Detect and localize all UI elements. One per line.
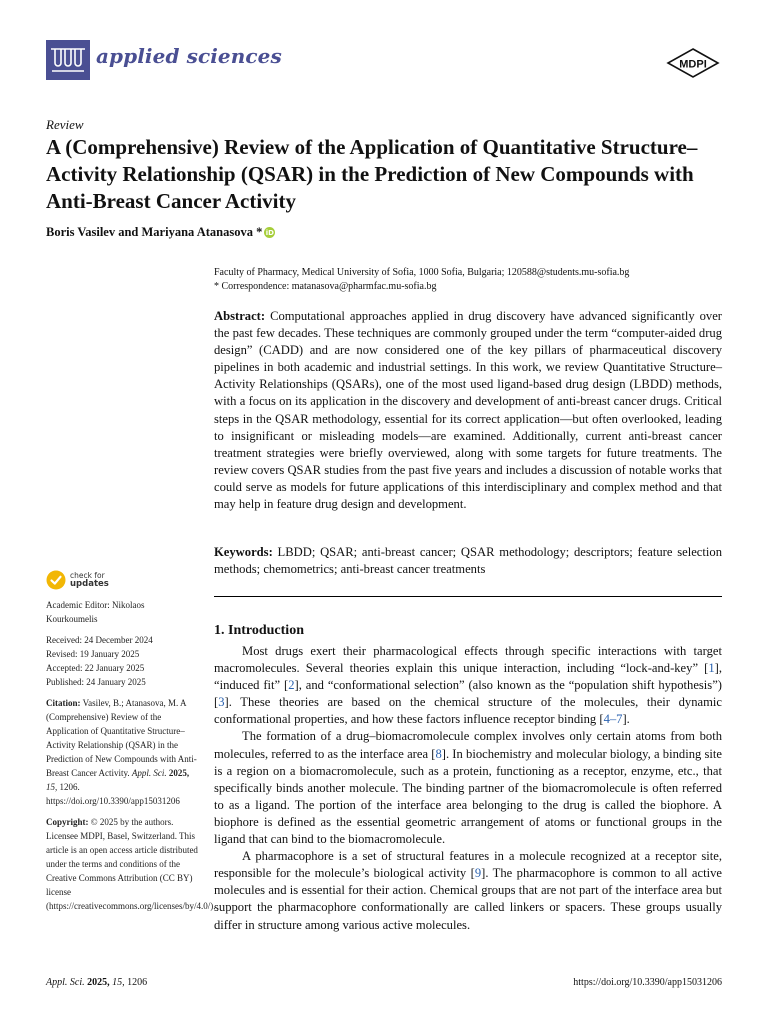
check-for-updates-button[interactable]: [46, 568, 146, 592]
academic-editor: Academic Editor: Nikolaos Kourkoumelis: [46, 600, 145, 624]
copyright-block: [46, 815, 216, 913]
abstract-label: Abstract:: [214, 309, 266, 323]
p1-text-e: ].: [622, 712, 630, 727]
paragraph-2: [214, 728, 722, 848]
citation-journal: Appl. Sci.: [131, 768, 167, 778]
article-type: Review: [46, 117, 84, 132]
journal-logo-icon: [46, 40, 90, 80]
affiliation-block: [214, 266, 734, 294]
citation-year: 2025,: [168, 768, 190, 778]
dates-block: [46, 633, 198, 689]
footer-volume: 15,: [112, 977, 125, 988]
footer-year: 2025,: [87, 977, 110, 988]
mdpi-logo-text: MDPI: [679, 58, 707, 71]
citation-volume: 15,: [46, 782, 58, 792]
copyright-label: Copyright:: [46, 817, 89, 827]
p2-text-b: ]. In biochemistry and molecular biology, a binding site is a region on a biomacromolecule, such as a protein, functioning as a receptor, enzyme, etc., that specifically binds another molecule. The binding partner of the biomacromolecule is often referred to as a ligand. The portion of the interface area belonging to the drug is called the biophore. A biophore is defined as the essential geometric arrangement of atoms or functional groups in the ligand that can bind to the biomacromolecule.: [214, 746, 722, 847]
reference-link[interactable]: 2: [288, 678, 295, 693]
orcid-icon[interactable]: iD: [265, 228, 274, 237]
reference-link[interactable]: 3: [218, 695, 225, 710]
reference-link[interactable]: 9: [474, 866, 482, 881]
keywords: [214, 544, 722, 578]
paragraph-3: [214, 848, 722, 933]
paragraph-1: [214, 643, 722, 728]
article-info-sidebar: [46, 598, 216, 920]
section-body: [214, 643, 722, 934]
keywords-text: LBDD; QSAR; anti-breast cancer; QSAR methodology; descriptors; feature selection methods; chemometrics; anti-breast cancer treatments: [214, 545, 722, 577]
citation-label: Citation:: [46, 698, 81, 708]
reference-link[interactable]: 4–7: [603, 712, 623, 727]
authors-text: Boris Vasilev and Mariyana Atanasova *: [46, 225, 263, 239]
journal-name: applied sciences: [96, 44, 282, 68]
p3-text-a: A pharmacophore is a set of structural features in a molecule recognized at a receptor site, responsible for the molecule’s biological activity [: [214, 849, 722, 881]
citation-block: [46, 696, 198, 808]
p1-text-d: ]. These theories are based on the chemical structure of the molecules, their dynamic conformational properties, and how these factors influence receptor binding [: [214, 695, 722, 727]
check-line-1: check for: [70, 571, 105, 580]
p3-text-b: ]. The pharmacophore is common to all active molecules and is essential for their action. Chemical groups that are not part of the interface area but support the pharmacophore conformationally are called linkers or spacers. These groups usually differ in structure among various active molecules.: [214, 866, 722, 932]
reference-link[interactable]: 1: [708, 661, 715, 676]
p1-text-b: ], “induced fit” [: [214, 661, 722, 693]
citation-doi-link[interactable]: 1206. https://doi.org/10.3390/app15031206: [46, 782, 180, 806]
check-for-updates-icon: [46, 570, 66, 590]
revised-date: Revised: 19 January 2025: [46, 649, 140, 659]
footer-article-number: 1206: [127, 977, 148, 988]
p2-text-a: The formation of a drug–biomacromolecule complex involves only certain atoms from both molecules, referred to as the interface area [: [214, 729, 722, 761]
p1-text-a: Most drugs exert their pharmacological effects through specific interactions with target macromolecules. Several theories explain this unique interaction, including “lock-and-key” [: [214, 644, 722, 676]
section-divider: [214, 596, 722, 597]
reference-link[interactable]: 8: [435, 746, 442, 761]
mdpi-logo-icon: [665, 48, 721, 78]
published-date: Published: 24 January 2025: [46, 677, 146, 687]
p1-text-c: ], and “conformational selection” (also known as the “population shift hypothesis”) [: [214, 678, 722, 710]
footer-citation: [46, 977, 147, 988]
footer-journal: Appl. Sci.: [46, 977, 85, 988]
article-title: A (Comprehensive) Review of the Application of Quantitative Structure–Activity Relationship (QSAR) in the Prediction of New Compounds with Anti-Breast Cancer Activity: [46, 135, 698, 213]
citation-text: Vasilev, B.; Atanasova, M. A (Comprehensive) Review of the Application of Quantitative Structure–Activity Relationship (QSAR) in the Prediction of New Compounds with Anti-Breast Cancer Activity.: [46, 698, 197, 778]
abstract-text: Computational approaches applied in drug discovery have advanced significantly over the past few decades. These techniques are commonly grouped under the term “computer-aided drug design” (CADD) and are now considered one of the key pillars of pharmaceutical discovery pipelines in both academic and industrial settings. In this work, we review Quantitative Structure–Activity Relationships (QSARs), one of the most used ligand-based drug design (LBDD) methods, with a focus on its application in the discovery and development of anti-breast cancer drugs. Critical steps in the QSAR methodology, essential for its correct application—but often overlooked, leading to insignificant or misleading models—are examined. Additionally, current anti-breast cancer treatment strategies were briefly overviewed, along with some targets for future treatments. The review covers QSAR studies from the past five years and includes a discussion of notable works that could serve as models for future applications of this interdisciplinary and complex method and that may help in feature drug design and development.: [214, 309, 722, 512]
keywords-label: Keywords:: [214, 545, 273, 559]
footer-doi-link[interactable]: https://doi.org/10.3390/app15031206: [573, 977, 722, 988]
check-line-2: updates: [70, 579, 109, 589]
check-for-updates-label: [70, 572, 109, 588]
author-list: [46, 225, 275, 240]
correspondence-text: * Correspondence: matanasova@pharmfac.mu-sofia.bg: [214, 281, 437, 292]
section-heading: 1. Introduction: [214, 623, 304, 638]
received-date: Received: 24 December 2024: [46, 635, 153, 645]
copyright-text: © 2025 by the authors. Licensee MDPI, Basel, Switzerland. This article is an open access article distributed under the terms and conditions of the Creative Commons Attribution (CC BY) license (https://creativecommons.org/licenses/by/4.0/).: [46, 817, 216, 911]
accepted-date: Accepted: 22 January 2025: [46, 663, 145, 673]
affiliation-text: Faculty of Pharmacy, Medical University of Sofia, 1000 Sofia, Bulgaria; 120588@students.mu-sofia.bg: [214, 267, 630, 278]
abstract: [214, 308, 722, 513]
